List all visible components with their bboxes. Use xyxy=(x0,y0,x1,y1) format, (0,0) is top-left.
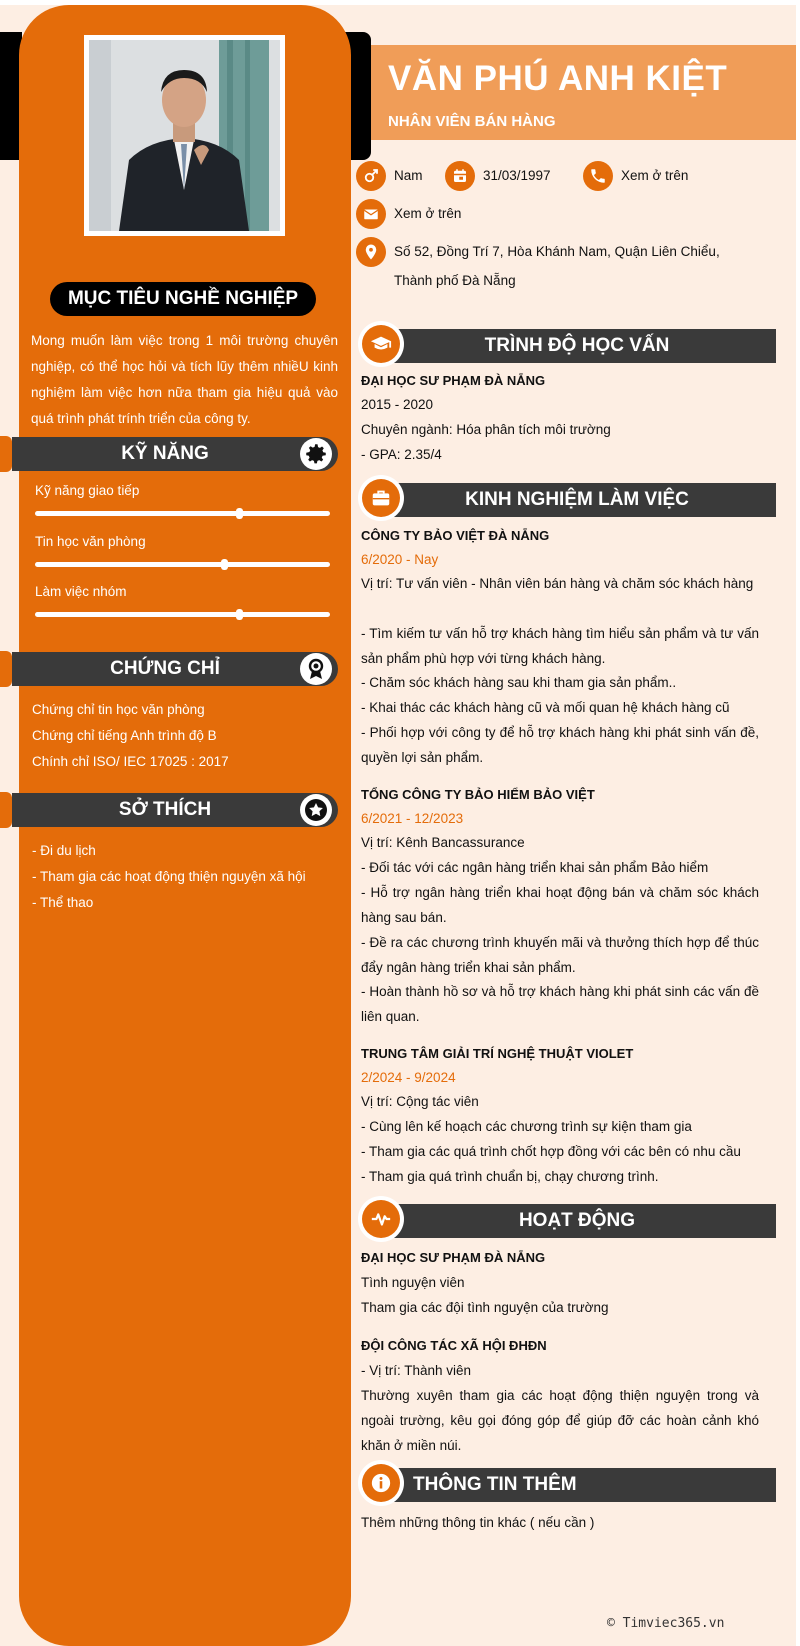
education-gpa: - GPA: 2.35/4 xyxy=(361,447,442,462)
job-line: Vị trí: Tư vấn viên - Nhân viên bán hàng và chăm sóc khách hàng xyxy=(361,576,754,591)
activity-line: Tình nguyện viên xyxy=(361,1275,465,1290)
education-title: TRÌNH ĐỘ HỌC VẤN xyxy=(378,329,776,363)
award-icon xyxy=(300,653,332,685)
job-line: - Tham gia quá trình chuẩn bị, chạy chương trình. xyxy=(361,1169,659,1184)
hobby-item: - Tham gia các hoạt động thiện nguyện xã hội xyxy=(32,869,306,884)
gender-value: Nam xyxy=(394,168,423,183)
pulse-icon xyxy=(362,1200,400,1238)
skill-item xyxy=(35,584,330,599)
skill-label: Tin học văn phòng xyxy=(35,534,146,549)
gender-icon xyxy=(356,161,386,191)
phone-value: Xem ở trên xyxy=(621,168,689,183)
objective-text: Mong muốn làm việc trong 1 môi trường chuyên nghiệp, có thể học hỏi và tích lũy thêm nhiềU kinh nghiệm làm việc hơn nữa tham gia hiệu quả vào quá trình phát trính triển của công ty. xyxy=(31,333,338,426)
job-line: - Đối tác với các ngân hàng triển khai sản phẩm Bảo hiểm xyxy=(361,860,709,875)
activity-org: ĐỘI CÔNG TÁC XÃ HỘI ĐHĐN xyxy=(361,1338,547,1353)
certs-heading xyxy=(0,651,338,687)
education-school: ĐẠI HỌC SƯ PHẠM ĐÀ NẴNG xyxy=(361,373,546,388)
skills-title: KỸ NĂNG xyxy=(12,437,338,471)
birthdate-value: 31/03/1997 xyxy=(483,168,551,183)
profile-photo xyxy=(89,40,280,231)
activity-line: Thường xuyên tham gia các hoạt động thiện nguyện trong và ngoài trường, kêu gọi đóng góp để giúp đỡ các hoàn cảnh khó khăn ở miền núi. xyxy=(361,1388,759,1453)
hobbies-title: SỞ THÍCH xyxy=(12,793,338,827)
experience-title: KINH NGHIỆM LÀM VIỆC xyxy=(378,483,776,517)
skill-item xyxy=(35,534,330,549)
job-line: - Hoàn thành hồ sơ và hỗ trợ khách hàng khi phát sinh các vấn đề liên quan. xyxy=(361,984,759,1024)
hobbies-heading xyxy=(0,792,338,828)
education-major: Chuyên ngành: Hóa phân tích môi trường xyxy=(361,422,611,437)
activity-line: - Vị trí: Thành viên xyxy=(361,1363,472,1378)
address-line-1: Số 52, Đồng Trí 7, Hòa Khánh Nam, Quận Liên Chiểu, xyxy=(394,244,720,259)
skill-knob xyxy=(221,559,228,570)
graduation-cap-icon xyxy=(362,325,400,363)
skill-knob xyxy=(236,609,243,620)
cv-page xyxy=(0,5,796,1646)
email-value: Xem ở trên xyxy=(394,206,462,221)
skill-item xyxy=(35,483,330,498)
job-company: CÔNG TY BẢO VIỆT ĐÀ NẴNG xyxy=(361,528,550,543)
skill-bar xyxy=(35,511,330,516)
calendar-icon xyxy=(445,161,475,191)
job-line: - Hỗ trợ ngân hàng triển khai hoạt động bán và chăm sóc khách hàng sau bán. xyxy=(361,885,759,925)
job-company: TỔNG CÔNG TY BẢO HIỂM BẢO VIỆT xyxy=(361,787,595,802)
hobby-item: - Thể thao xyxy=(32,895,94,910)
full-name: VĂN PHÚ ANH KIỆT xyxy=(388,59,728,98)
job-line: - Phối hợp với công ty để hỗ trợ khách hàng khi phát sinh vấn đề, quyền lợi sản phẩm. xyxy=(361,725,759,765)
job-line: Vị trí: Kênh Bancassurance xyxy=(361,835,525,850)
cert-item: Chính chỉ ISO/ IEC 17025 : 2017 xyxy=(32,754,229,769)
job-company: TRUNG TÂM GIẢI TRÍ NGHỆ THUẬT VIOLET xyxy=(361,1046,634,1061)
activity-line: Tham gia các đội tình nguyện của trường xyxy=(361,1300,609,1315)
location-icon xyxy=(356,237,386,267)
job-line: Vị trí: Cộng tác viên xyxy=(361,1094,479,1109)
name-header xyxy=(371,45,796,140)
activities-heading xyxy=(358,1196,776,1242)
skills-heading xyxy=(0,436,338,472)
education-heading xyxy=(358,321,776,367)
skill-bar xyxy=(35,612,330,617)
activity-org: ĐẠI HỌC SƯ PHẠM ĐÀ NẴNG xyxy=(361,1250,546,1265)
gear-icon xyxy=(300,438,332,470)
cert-item: Chứng chỉ tin học văn phòng xyxy=(32,702,205,717)
extra-text: Thêm những thông tin khác ( nếu cần ) xyxy=(361,1515,595,1530)
hobby-item: - Đi du lịch xyxy=(32,843,96,858)
job-line: - Tham gia các quá trình chốt hợp đồng với các bên có nhu cầu xyxy=(361,1144,741,1159)
experience-heading xyxy=(358,475,776,521)
star-icon xyxy=(300,794,332,826)
skill-knob xyxy=(236,508,243,519)
extra-heading xyxy=(358,1460,776,1506)
education-years: 2015 - 2020 xyxy=(361,397,434,412)
cert-item: Chứng chỉ tiếng Anh trình độ B xyxy=(32,728,217,743)
extra-title: THÔNG TIN THÊM xyxy=(378,1468,776,1502)
certs-title: CHỨNG CHỈ xyxy=(12,652,338,686)
job-line: - Chăm sóc khách hàng sau khi tham gia sản phẩm.. xyxy=(361,675,677,690)
activities-title: HOẠT ĐỘNG xyxy=(378,1204,776,1238)
info-icon xyxy=(362,1464,400,1502)
skill-bar xyxy=(35,562,330,567)
job-period: 2/2024 - 9/2024 xyxy=(361,1070,456,1085)
job-line: - Cùng lên kế hoạch các chương trình sự kiện tham gia xyxy=(361,1119,692,1134)
job-period: 6/2020 - Nay xyxy=(361,552,439,567)
profile-photo-image xyxy=(89,40,280,231)
job-title: NHÂN VIÊN BÁN HÀNG xyxy=(388,113,556,130)
objective-title: MỤC TIÊU NGHỀ NGHIỆP xyxy=(50,282,316,316)
phone-icon xyxy=(583,161,613,191)
job-line: - Tìm kiếm tư vấn hỗ trợ khách hàng tìm hiểu sản phẩm và tư vấn sản phẩm phù hợp với từng khách hàng. xyxy=(361,626,759,666)
hobbies-list xyxy=(32,838,306,916)
footer-credit: © Timviec365.vn xyxy=(607,1616,725,1631)
job-line: - Khai thác các khách hàng cũ và mối quan hệ khách hàng cũ xyxy=(361,700,730,715)
skill-label: Làm việc nhóm xyxy=(35,584,127,599)
job-period: 6/2021 - 12/2023 xyxy=(361,811,464,826)
skill-label: Kỹ năng giao tiếp xyxy=(35,483,140,498)
address-line-2: Thành phố Đà Nẵng xyxy=(394,273,516,288)
certs-list xyxy=(32,697,229,775)
job-line: - Đề ra các chương trình khuyến mãi và thưởng thích hợp để thúc đẩy ngân hàng triển khai sản phẩm. xyxy=(361,935,759,975)
profile-photo-frame xyxy=(84,35,285,236)
email-icon xyxy=(356,199,386,229)
briefcase-icon xyxy=(362,479,400,517)
